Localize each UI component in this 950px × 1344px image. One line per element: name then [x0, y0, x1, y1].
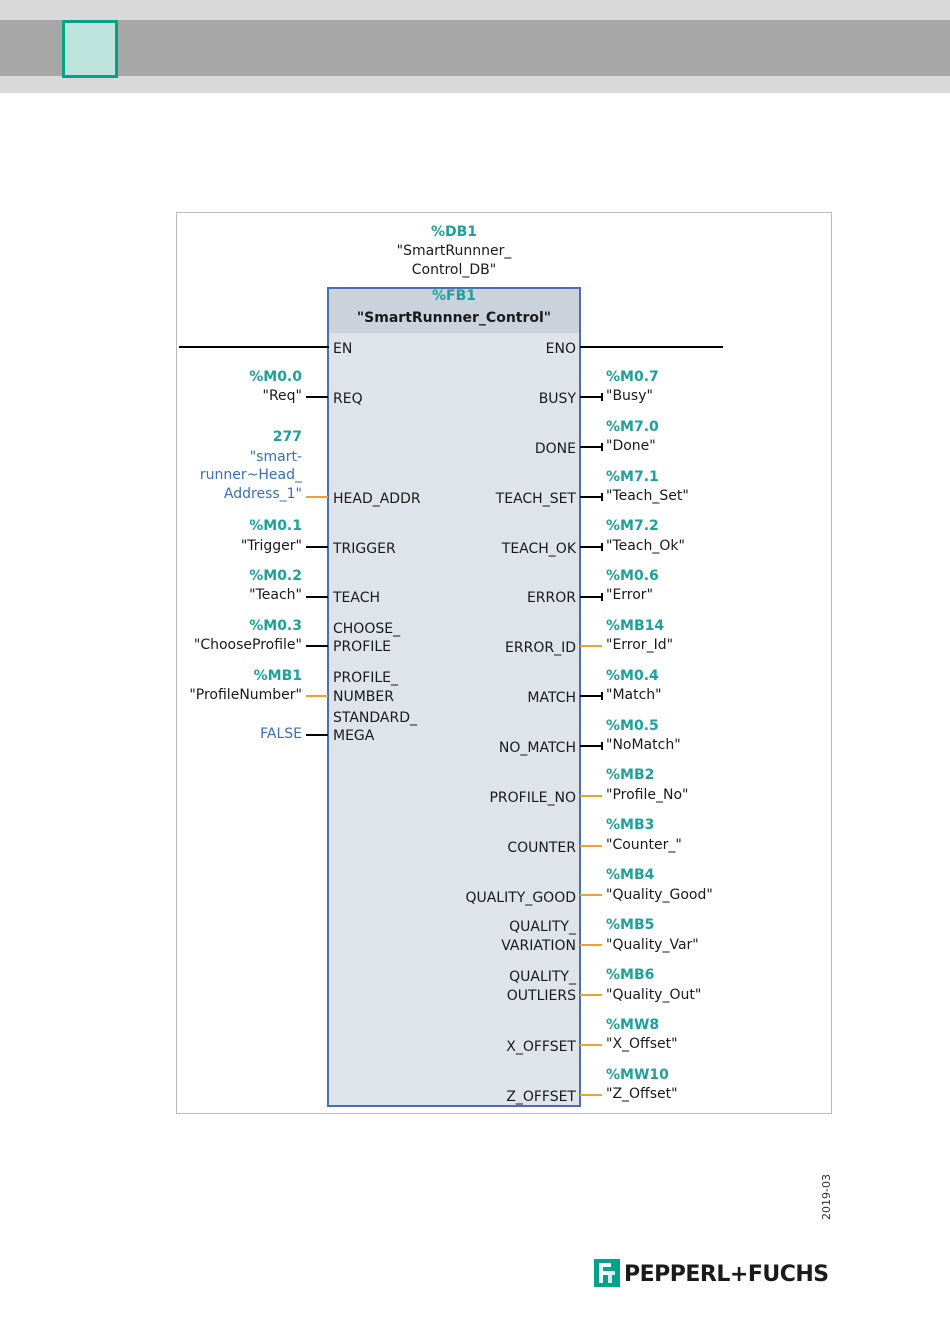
busy-address: %M0.7: [606, 369, 659, 385]
error-wire: [580, 596, 602, 598]
fb-address: %FB1: [431, 288, 476, 304]
pin-done: DONE: [534, 441, 576, 457]
done-wire: [580, 446, 602, 448]
z-offset-wire: [580, 1094, 602, 1096]
teach-ok-wire: [580, 546, 602, 548]
quality-outliers-wire: [580, 994, 602, 996]
profile-number-wire: [306, 695, 328, 697]
teach-ok-address: %M7.2: [606, 518, 659, 534]
pin-choose-profile-line2: PROFILE: [333, 639, 392, 655]
pin-no-match: NO_MATCH: [498, 740, 576, 756]
pin-en: EN: [333, 341, 353, 357]
pin-counter: COUNTER: [507, 840, 576, 856]
done-address: %M7.0: [606, 419, 659, 435]
teach-set-wire: [580, 496, 602, 498]
no-match-coil-marker: [601, 742, 603, 750]
quality-variation-address: %MB5: [606, 917, 655, 933]
match-wire: [580, 695, 602, 697]
head-addr-tag-line1: "smart-: [249, 449, 302, 465]
no-match-address: %M0.5: [606, 718, 659, 734]
standard-mega-value: FALSE: [260, 726, 302, 742]
teach-ok-tag: "Teach_Ok": [606, 538, 685, 554]
choose-profile-address: %M0.3: [249, 618, 302, 634]
teach-wire: [306, 596, 328, 598]
busy-tag: "Busy": [606, 388, 653, 404]
error-address: %M0.6: [606, 568, 659, 584]
no-match-wire: [580, 745, 602, 747]
quality-outliers-address: %MB6: [606, 967, 655, 983]
instance-db-name-line1: "SmartRunnner_: [396, 243, 512, 259]
instance-db-address: %DB1: [430, 224, 478, 240]
standard-mega-wire: [306, 734, 328, 736]
quality-good-wire: [580, 894, 602, 896]
no-match-tag: "NoMatch": [606, 737, 681, 753]
counter-address: %MB3: [606, 817, 655, 833]
header-top-band: [0, 0, 950, 20]
pin-profile-no: PROFILE_NO: [489, 790, 576, 806]
head-addr-tag-line3: Address_1": [223, 486, 302, 502]
pin-quality-outliers-line2: OUTLIERS: [506, 988, 576, 1004]
req-address: %M0.0: [249, 369, 302, 385]
pin-quality-outliers-line1: QUALITY_: [509, 969, 576, 985]
req-tag: "Req": [262, 388, 302, 404]
pin-choose-profile-line1: CHOOSE_: [333, 621, 401, 637]
z-offset-address: %MW10: [606, 1067, 669, 1083]
counter-tag: "Counter_": [606, 837, 682, 853]
pin-eno: ENO: [545, 341, 576, 357]
header-band: [0, 20, 950, 76]
head-addr-tag-line2: runner~Head_: [199, 467, 302, 483]
en-power-rail: [179, 346, 329, 348]
teach-set-tag: "Teach_Set": [606, 488, 689, 504]
profile-number-tag: "ProfileNumber": [189, 687, 302, 703]
teach-tag: "Teach": [249, 587, 302, 603]
head-addr-wire: [306, 496, 328, 498]
error-coil-marker: [601, 593, 603, 601]
z-offset-tag: "Z_Offset": [606, 1086, 678, 1102]
chapter-marker: [62, 20, 118, 78]
pin-error-id: ERROR_ID: [505, 640, 576, 656]
teach-address: %M0.2: [249, 568, 302, 584]
teach-set-coil-marker: [601, 493, 603, 501]
pin-error: ERROR: [526, 590, 576, 606]
pin-quality-variation-line1: QUALITY_: [509, 919, 576, 935]
profile-number-address: %MB1: [253, 668, 302, 684]
pin-z-offset: Z_OFFSET: [506, 1089, 576, 1105]
busy-wire: [580, 396, 602, 398]
done-tag: "Done": [606, 438, 656, 454]
pin-trigger: TRIGGER: [333, 541, 396, 557]
pin-quality-good: QUALITY_GOOD: [465, 890, 576, 906]
x-offset-wire: [580, 1044, 602, 1046]
quality-good-address: %MB4: [606, 867, 655, 883]
pin-match: MATCH: [527, 690, 576, 706]
teach-ok-coil-marker: [601, 543, 603, 551]
pin-x-offset: X_OFFSET: [506, 1039, 576, 1055]
done-coil-marker: [601, 443, 603, 451]
eno-power-rail: [580, 346, 723, 348]
quality-variation-tag: "Quality_Var": [606, 937, 699, 953]
pin-standard-mega-line1: STANDARD_: [333, 710, 418, 726]
busy-coil-marker: [601, 393, 603, 401]
error-tag: "Error": [606, 587, 654, 603]
pin-teach-ok: TEACH_OK: [501, 541, 576, 557]
pin-teach: TEACH: [333, 590, 381, 606]
teach-set-address: %M7.1: [606, 469, 659, 485]
pin-req: REQ: [333, 391, 363, 407]
pin-quality-variation-line2: VARIATION: [501, 938, 576, 954]
trigger-wire: [306, 546, 328, 548]
pin-busy: BUSY: [538, 391, 576, 407]
header-bottom-band: [0, 76, 950, 93]
match-address: %M0.4: [606, 668, 659, 684]
error-id-wire: [580, 645, 602, 647]
req-wire: [306, 396, 328, 398]
error-id-address: %MB14: [606, 618, 665, 634]
pin-profile-number-line2: NUMBER: [333, 689, 394, 705]
profile-no-wire: [580, 795, 602, 797]
pin-head-addr: HEAD_ADDR: [333, 491, 421, 507]
profile-no-address: %MB2: [606, 767, 655, 783]
quality-outliers-tag: "Quality_Out": [606, 987, 702, 1003]
quality-variation-wire: [580, 944, 602, 946]
profile-no-tag: "Profile_No": [606, 787, 689, 803]
pin-profile-number-line1: PROFILE_: [333, 670, 399, 686]
match-tag: "Match": [606, 687, 662, 703]
head-addr-value: 277: [272, 429, 302, 445]
choose-profile-tag: "ChooseProfile": [193, 637, 302, 653]
trigger-address: %M0.1: [249, 518, 302, 534]
choose-profile-wire: [306, 645, 328, 647]
counter-wire: [580, 845, 602, 847]
pin-standard-mega-line2: MEGA: [333, 728, 375, 744]
x-offset-tag: "X_Offset": [606, 1036, 678, 1052]
match-coil-marker: [601, 692, 603, 700]
quality-good-tag: "Quality_Good": [606, 887, 713, 903]
pepperl-fuchs-logo-icon: [594, 1259, 620, 1287]
trigger-tag: "Trigger": [240, 538, 302, 554]
fb-name: "SmartRunnner_Control": [356, 310, 552, 326]
instance-db-name-line2: Control_DB": [411, 262, 497, 278]
brand-name: PEPPERL+FUCHS: [624, 1262, 829, 1287]
x-offset-address: %MW8: [606, 1017, 660, 1033]
error-id-tag: "Error_Id": [606, 637, 674, 653]
document-date: 2019-03: [820, 1174, 833, 1220]
pin-teach-set: TEACH_SET: [495, 491, 576, 507]
